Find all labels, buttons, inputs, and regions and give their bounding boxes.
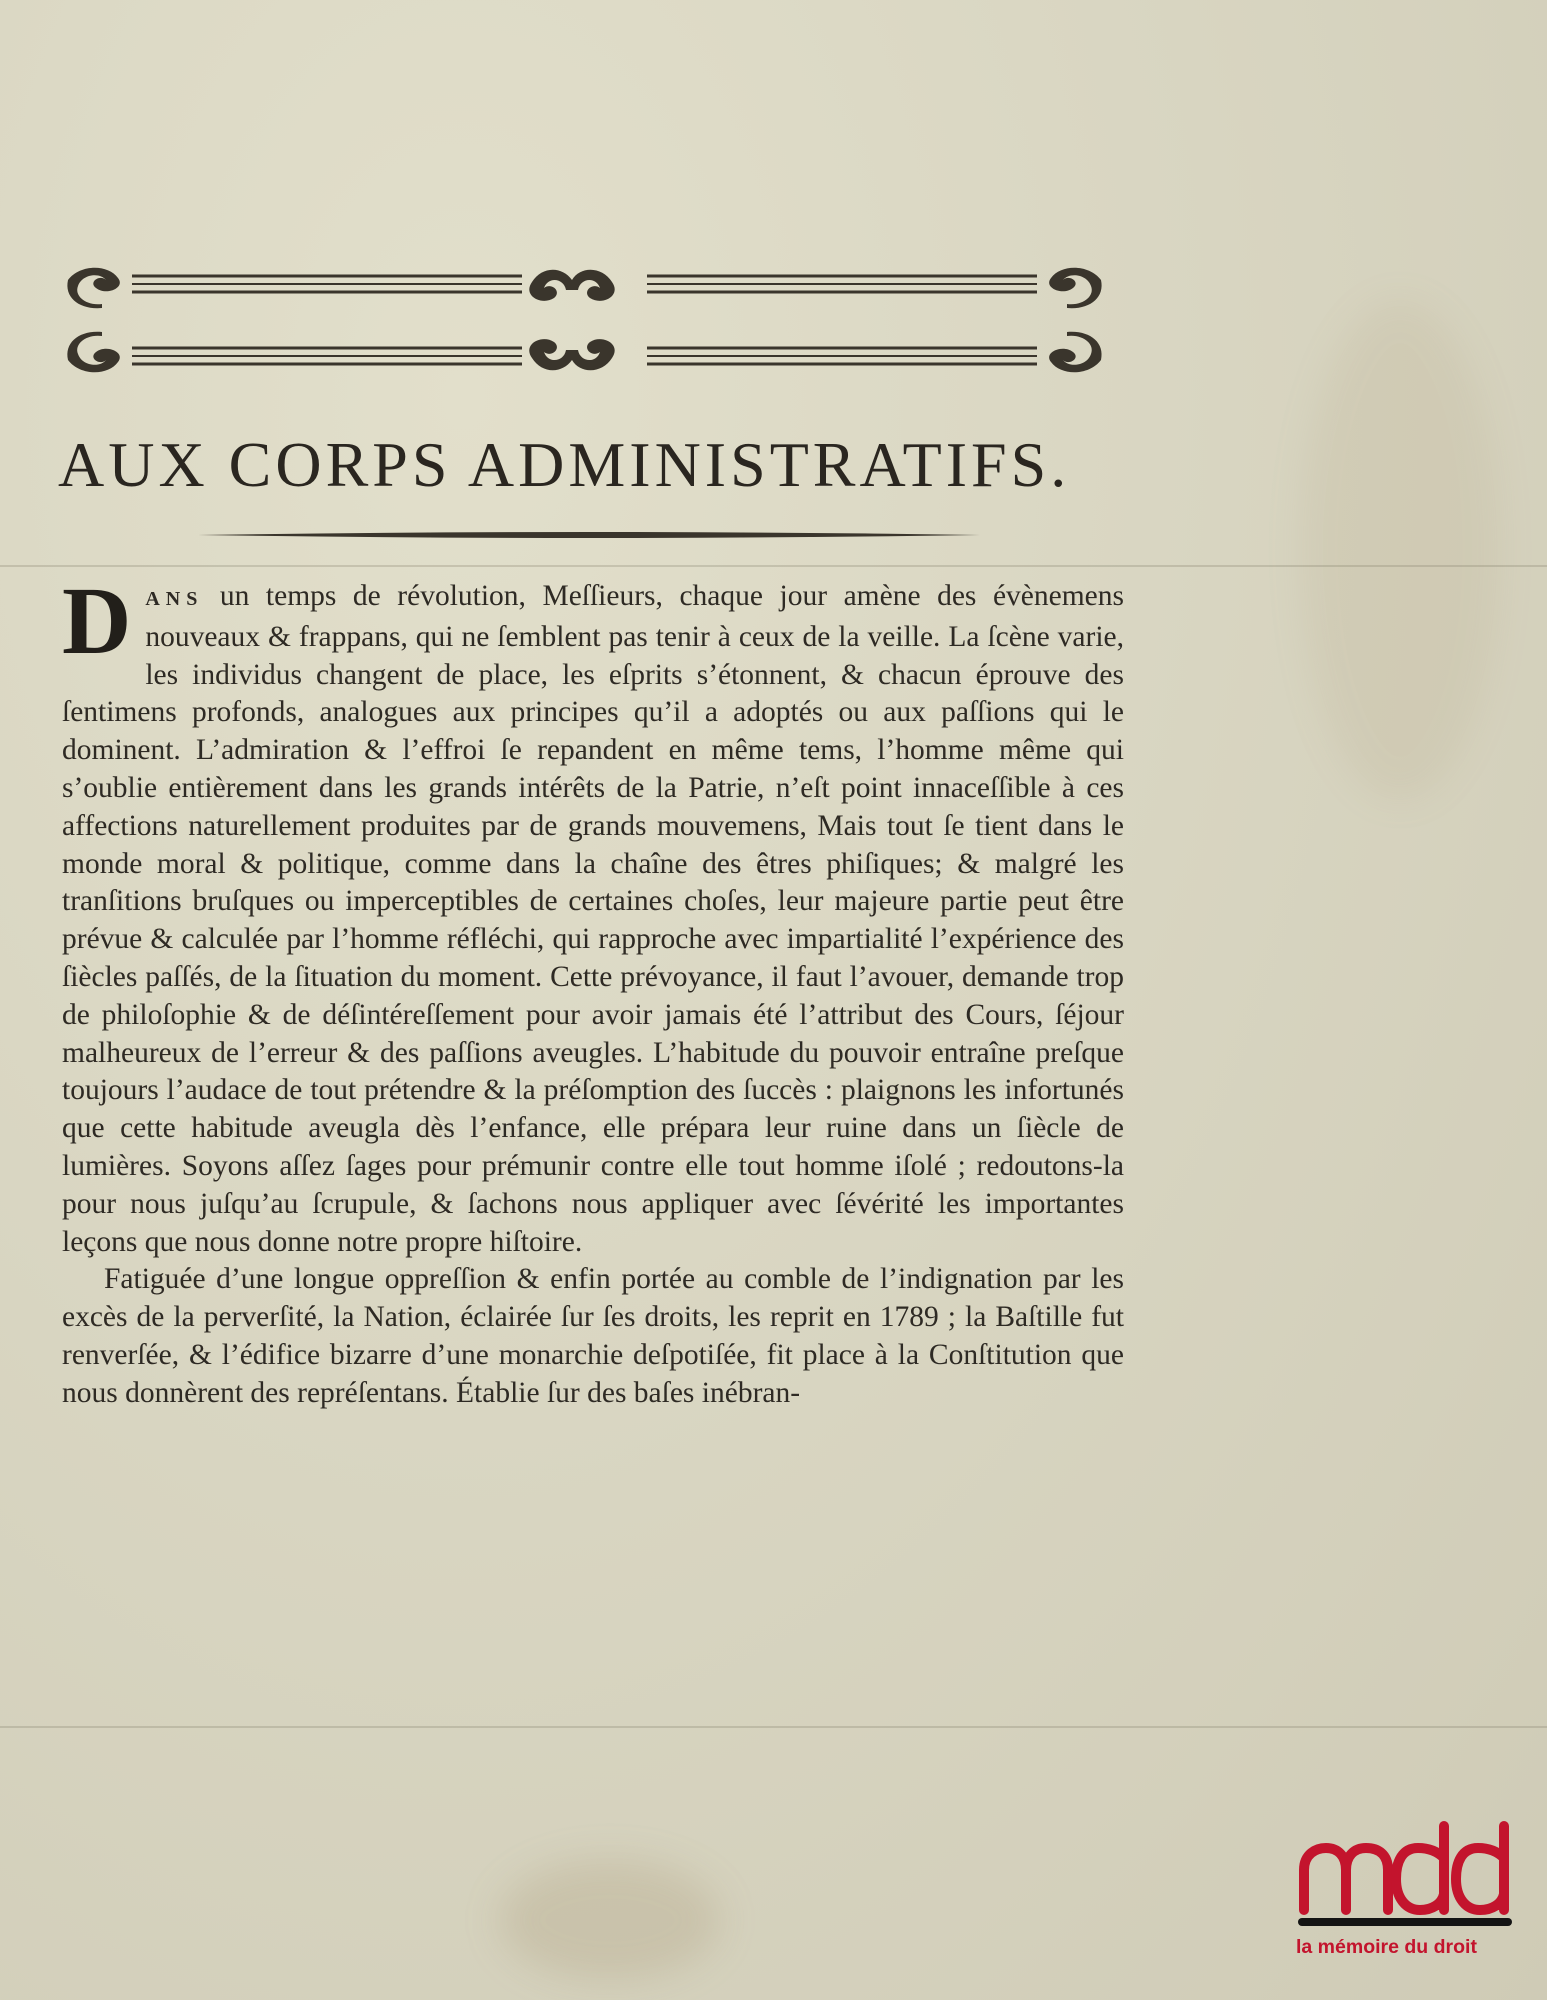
logo-caption: la mémoire du droit: [1296, 1936, 1477, 1958]
paper-stain: [500, 1860, 720, 1980]
mdd-logo: [1296, 1818, 1518, 1968]
bottom-ornament-band: [62, 330, 1107, 380]
paragraph-1-text: un temps de révolution, Meſſieurs, chaque jour amène des évènemens nouveaux & frappans, qui ne ſemblent pas tenir à ceux de la veille. La ſcène varie, les individus changent de place, les eſprits s’étonnent, & chacun éprouve des ſentimens profonds, analogues aux principes qu’il a adoptés ou aux paſſions qui le dominent. L’admiration & l’effroi ſe repandent en même tems, l’homme même qui s’oublie entièrement dans les grands intérêts de la Patrie, n’eſt point innaceſſible à ces affections naturellement produites par de grands mouvemens, Mais tout ſe tient dans le monde moral & politique, comme dans la chaîne des êtres phiſiques; & malgré les tranſitions bruſques ou imperceptibles de certaines choſes, leur majeure partie peut être prévue & calculée par l’homme réfléchi, qui rapproche avec impartialité l’expérience des ſiècles paſſés, de la ſituation du moment. Cette prévoyance, il faut l’avouer, demande trop de philoſophie & de déſintéreſſement pour avoir jamais été l’attribut des Cours, ſéjour malheureux de l’erreur & des paſſions aveugles. L’habitude du pouvoir entraîne preſque toujours l’audace de tout prétendre & la préſomption des ſuccès : plaignons les infortunés que cette habitude aveugla dès l’enfance, elle prépara leur ruine dans un ſiècle de lumières. Soyons aſſez ſages pour prémunir contre elle tout homme iſolé ; redoutons-la pour nous juſqu’au ſcrupule, & ſachons nous appliquer avec ſévérité les importantes leçons que nous donne notre propre hiſtoire.: [62, 580, 1124, 1258]
mdd-logo-mark: [1296, 1818, 1518, 1918]
paper-stain: [1300, 300, 1500, 800]
body-text: [62, 567, 1124, 1413]
paper-fold: [0, 1726, 1547, 1728]
drop-cap: D: [62, 567, 132, 674]
paragraph-2: Fatiguée d’une longue oppreſſion & enfin portée au comble de l’indignation par les excès de la perverſité, la Nation, éclairée ſur ſes droits, les reprit en 1789 ; la Baſtille fut renverſée, & l’édifice bizarre d’une monarchie deſpotiſée, fit place à la Conſtitution que nous donnèrent des repréſentans. Établie ſur des baſes inébran-: [62, 1263, 1124, 1409]
logo-underline: [1298, 1918, 1512, 1926]
document-title: AUX CORPS ADMINISTRATIFS.: [58, 429, 1071, 500]
first-word-smallcaps: ANS: [145, 588, 204, 610]
top-ornament-band: [62, 262, 1107, 312]
title-rule: [198, 530, 980, 540]
paragraph-1: [62, 567, 1124, 1261]
paper-fold: [0, 565, 1547, 567]
